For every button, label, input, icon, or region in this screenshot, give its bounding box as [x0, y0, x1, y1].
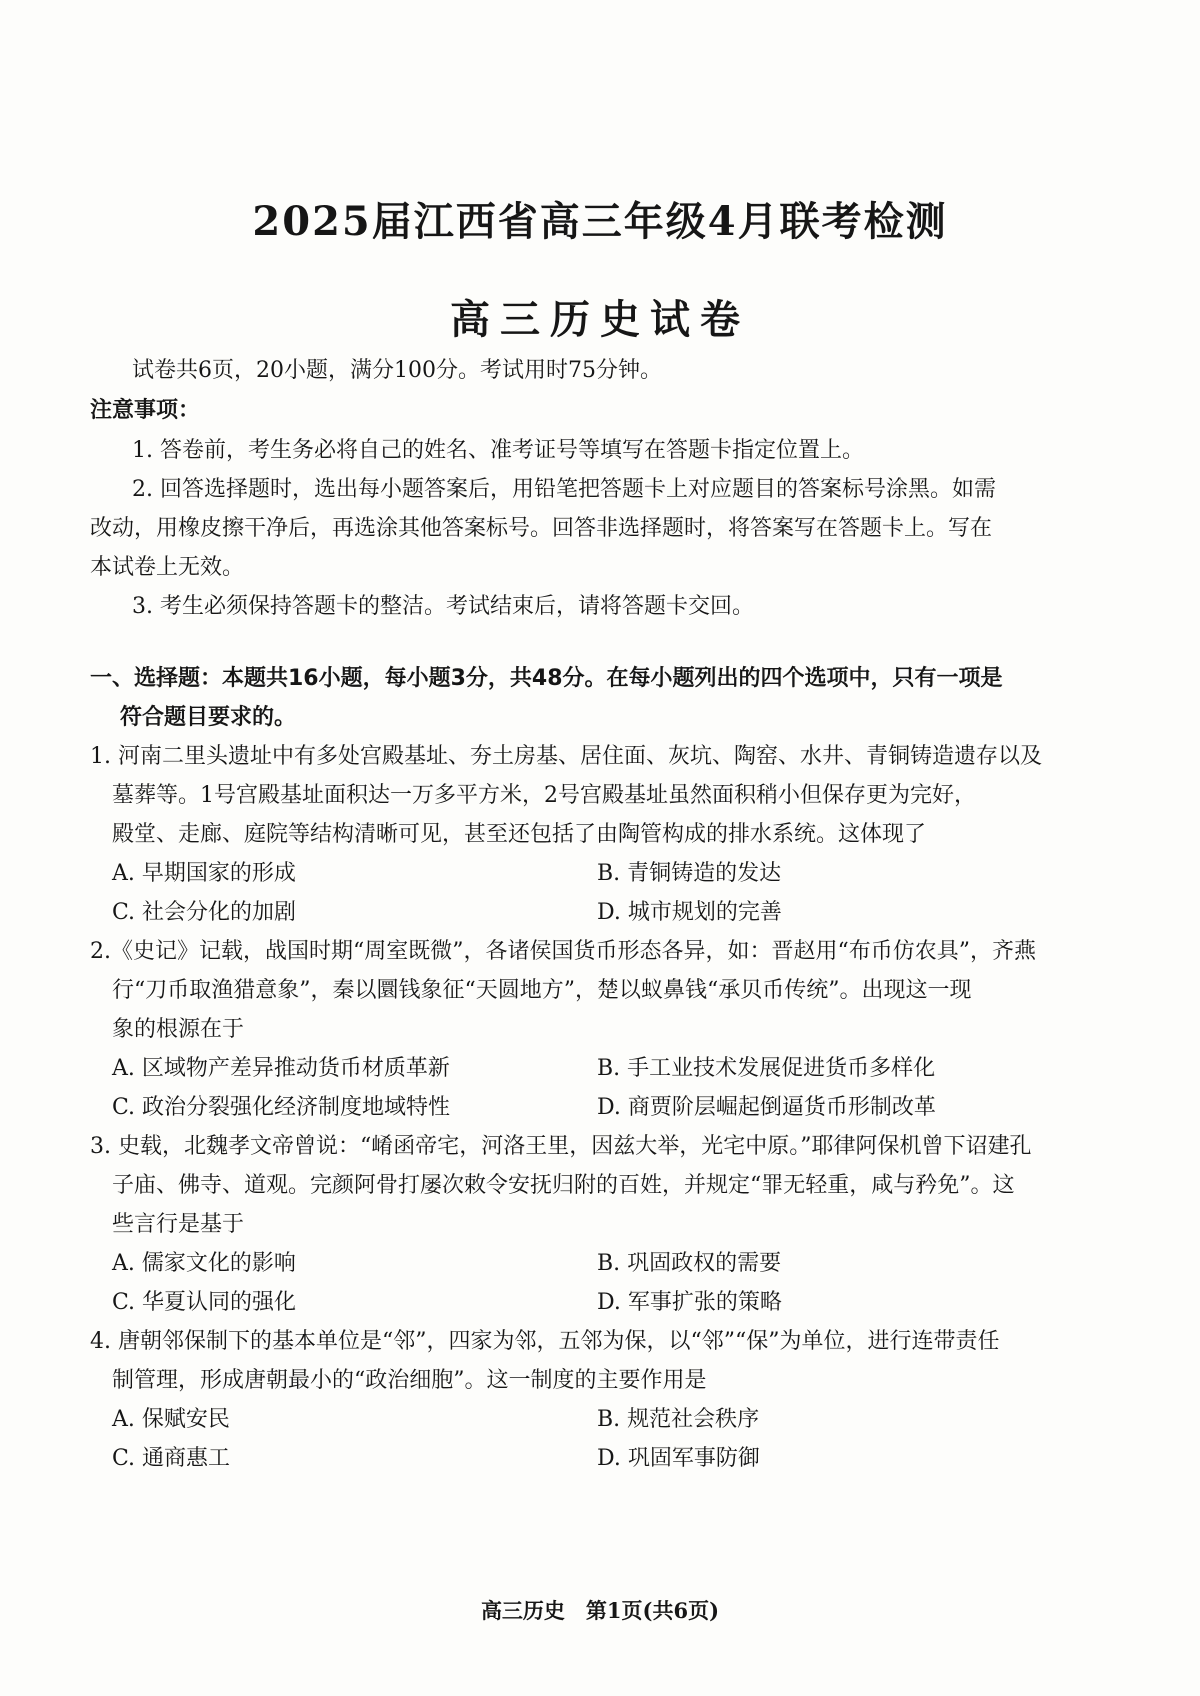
option-b: B. 手工业技术发展促进货币多样化 — [597, 1056, 936, 1081]
notice-line: 3. 考生必须保持答题卡的整洁。考试结束后，请将答题卡交回。 — [132, 594, 754, 619]
page-title: 2025届江西省高三年级4月联考检测 — [252, 198, 948, 245]
exam-intro: 试卷共6页，20小题，满分100分。考试用时75分钟。 — [132, 358, 662, 383]
option-d: D. 城市规划的完善 — [597, 900, 782, 925]
page-subtitle: 高三历史试卷 — [450, 297, 750, 343]
section-heading-cont: 符合题目要求的。 — [120, 705, 297, 730]
section-heading: 一、选择题：本题共16小题，每小题3分，共48分。在每小题列出的四个选项中，只有一项是 — [90, 666, 1003, 691]
notice-heading: 注意事项： — [90, 398, 201, 423]
option-c: C. 政治分裂强化经济制度地域特性 — [112, 1095, 451, 1120]
option-a: A. 保赋安民 — [112, 1407, 230, 1432]
notice-line: 改动，用橡皮擦干净后，再选涂其他答案标号。回答非选择题时，将答案写在答题卡上。写在 — [90, 516, 993, 541]
question-stem: 3. 史载，北魏孝文帝曾说：“崤函帝宅，河洛王里，因兹大举，光宅中原。”耶律阿保机曾下诏建孔 — [90, 1134, 1032, 1159]
page-footer: 高三历史 第1页(共6页) — [480, 1598, 720, 1623]
option-a: A. 儒家文化的影响 — [112, 1251, 296, 1276]
option-b: B. 青铜铸造的发达 — [597, 861, 782, 886]
option-c: C. 通商惠工 — [112, 1446, 231, 1471]
question-stem: 1. 河南二里头遗址中有多处宫殿基址、夯土房基、居住面、灰坑、陶窑、水井、青铜铸造遗存以及 — [90, 744, 1042, 769]
option-b: B. 巩固政权的需要 — [597, 1251, 782, 1276]
question-stem: 行“刀币取渔猎意象”，秦以圜钱象征“天圆地方”，楚以蚁鼻钱“承贝币传统”。出现这一现 — [112, 978, 972, 1003]
option-d: D. 商贾阶层崛起倒逼货币形制改革 — [597, 1095, 936, 1120]
option-c: C. 社会分化的加剧 — [112, 900, 297, 925]
question-stem: 4. 唐朝邻保制下的基本单位是“邻”，四家为邻，五邻为保，以“邻”“保”为单位，进行连带责任 — [90, 1329, 1000, 1354]
option-c: C. 华夏认同的强化 — [112, 1290, 297, 1315]
question-stem: 2.《史记》记载，战国时期“周室既微”，各诸侯国货币形态各异，如：晋赵用“布币仿农具”，齐燕 — [90, 939, 1036, 964]
notice-line: 1. 答卷前，考生务必将自己的姓名、准考证号等填写在答题卡指定位置上。 — [132, 438, 864, 463]
notice-line: 本试卷上无效。 — [90, 555, 245, 580]
question-stem: 墓葬等。1号宫殿基址面积达一万多平方米，2号宫殿基址虽然面积稍小但保存更为完好， — [112, 783, 976, 808]
question-stem: 些言行是基于 — [112, 1212, 245, 1237]
option-d: D. 军事扩张的策略 — [597, 1290, 782, 1315]
question-stem: 制管理，形成唐朝最小的“政治细胞”。这一制度的主要作用是 — [112, 1368, 707, 1393]
option-a: A. 区域物产差异推动货币材质革新 — [112, 1056, 450, 1081]
question-stem: 象的根源在于 — [112, 1017, 245, 1042]
question-stem: 子庙、佛寺、道观。完颜阿骨打屡次敕令安抚归附的百姓，并规定“罪无轻重，咸与矜免”。这 — [112, 1173, 1015, 1198]
option-a: A. 早期国家的形成 — [112, 861, 296, 886]
question-stem: 殿堂、走廊、庭院等结构清晰可见，甚至还包括了由陶管构成的排水系统。这体现了 — [112, 822, 927, 847]
option-b: B. 规范社会秩序 — [597, 1407, 760, 1432]
notice-line: 2. 回答选择题时，选出每小题答案后，用铅笔把答题卡上对应题目的答案标号涂黑。如需 — [132, 477, 996, 502]
option-d: D. 巩固军事防御 — [597, 1446, 760, 1471]
